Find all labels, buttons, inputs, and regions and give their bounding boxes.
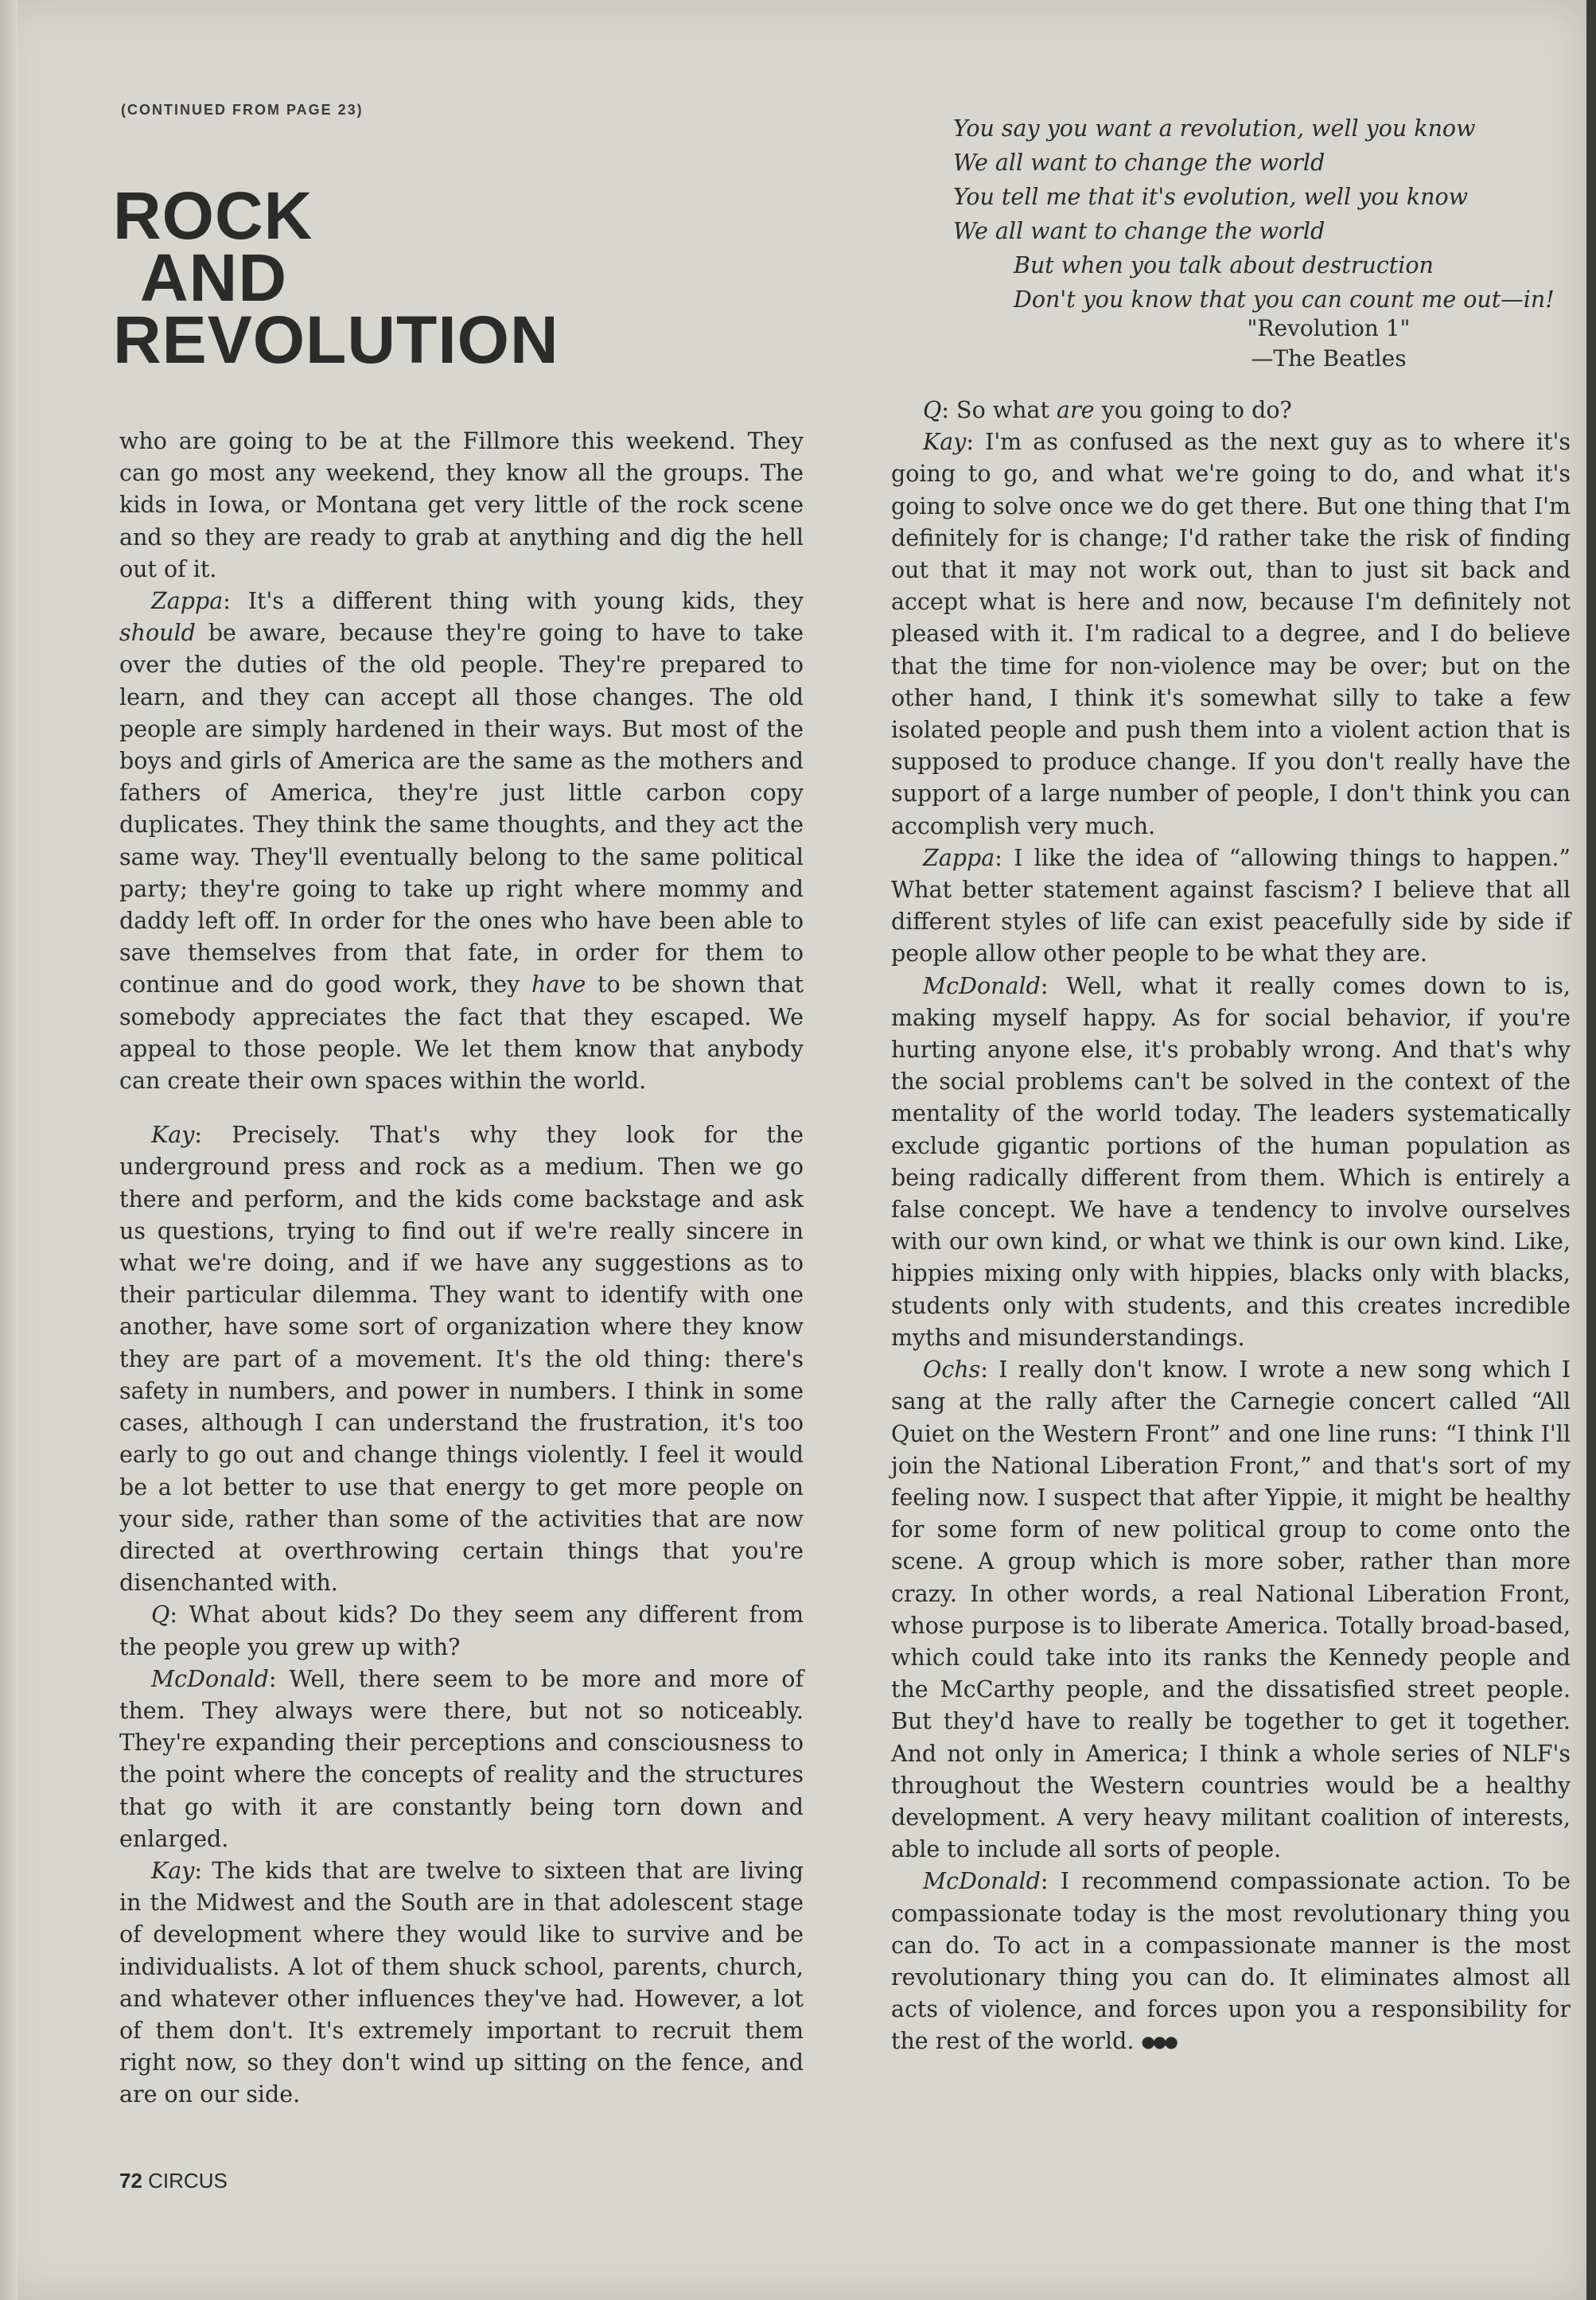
- speaker-name: Zappa: [151, 588, 224, 615]
- article-title: [113, 178, 559, 377]
- magazine-name: CIRCUS: [148, 2169, 228, 2193]
- page-edge: [0, 0, 18, 2300]
- title-line-1: ROCK: [113, 178, 313, 253]
- paragraph: Zappa: I like the idea of “allowing things to happen.” What better statement against fascism? I believe that all different styles of life can exist peacefully side by side if people allow other people to be what they are.: [891, 844, 1571, 967]
- paragraph: McDonald: I recommend compassionate action. To be compassionate today is the most revolutionary thing you can do. To act in a compassionate manner is the most revolutionary thing you can do. It eliminates almost all acts of violence, and forces upon you a responsibility for the rest of the world. ●●●: [891, 1868, 1571, 2055]
- speaker-name: Q: [151, 1601, 170, 1629]
- page-folio: [119, 2169, 228, 2193]
- paragraph: Ochs: I really don't know. I wrote a new song which I sang at the rally after the Carnegie concert called “All Quiet on the Western Front” and one line runs: “I think I'll join the National Liberation Front,” and that's sort of my feeling now. I suspect that after Yippie, it might be healthy for some form of new political group to come onto the scene. A group which is more sober, rather than more crazy. In other words, a real National Liberation Front, whose purpose is to liberate America. Totally broad-based, which could take into its ranks the Kennedy people and the McCarthy people, and the dissatisfied street people. But they'd have to really be together to get it together. And not only in America; I think a whole series of NLF's throughout the Western countries would be a healthy development. A very heavy militant coalition of interests, able to include all sorts of people.: [891, 1356, 1571, 1863]
- speaker-name: Kay: [151, 1122, 195, 1149]
- lyric-line: We all want to change the world: [953, 150, 1325, 176]
- lyric-line: You tell me that it's evolution, well you know: [953, 184, 1469, 210]
- speaker-name: Kay: [923, 429, 967, 456]
- epigraph-lyrics: [953, 111, 1590, 317]
- speaker-name: Q: [923, 397, 942, 423]
- lyric-line: You say you want a revolution, well you know: [953, 115, 1476, 142]
- speaker-name: McDonald: [923, 1868, 1041, 1895]
- speaker-name: McDonald: [923, 972, 1041, 999]
- paragraph: Kay: Precisely. That's why they look for the underground press and rock as a medium. Then we go there and perform, and the kids come backstage and ask us questions, trying to find out if we're really sincere in what we're doing, and if we have any suggestions as to their particular dilemma. They want to identify with one another, have some sort of organization where they know they are part of a movement. It's the old thing: there's safety in numbers, and power in numbers. I think in some cases, although I can understand the frustration, it's too early to go out and change things violently. I feel it would be a lot better to use that energy to get more people on your side, rather than some of the activities that are now directed at overthrowing certain things that you're disenchanted with.: [119, 1122, 804, 1597]
- left-column: [119, 426, 804, 2111]
- title-line-2: AND: [140, 240, 287, 315]
- paragraph: McDonald: Well, what it really comes down to is, making myself happy. As for social behavior, if you're hurting anyone else, it's probably wrong. And that's why the social problems can't be solved in the context of the mentality of the world today. The leaders systematically exclude gigantic portions of the human population as being radically different from them. Which is entirely a false concept. We have a tendency to involve ourselves with our own kind, or what we think is our own kind. Like, hippies mixing only with hippies, blacks only with blacks, students only with students, and this creates incredible myths and misunderstandings.: [891, 972, 1571, 1351]
- artist-credit: —The Beatles: [1251, 345, 1407, 372]
- lyric-line: We all want to change the world: [953, 218, 1325, 244]
- paragraph: Q: What about kids? Do they seem any different from the people you grew up with?: [119, 1601, 804, 1660]
- lyric-line: But when you talk about destruction: [1014, 252, 1434, 278]
- paragraph: who are going to be at the Fillmore this weekend. They can go most any weekend, they know all the groups. The kids in Iowa, or Montana get very little of the rock scene and so they are ready to grab at anything and dig the hell out of it.: [119, 428, 804, 582]
- paragraph: Kay: The kids that are twelve to sixteen that are living in the Midwest and the South are in that adolescent stage of development where they would like to survive and be individualists. A lot of them shuck school, parents, church, and whatever other influences they've had. However, a lot of them don't. It's extremely important to recruit them right now, so they don't wind up sitting on the fence, and are on our side.: [119, 1857, 804, 2108]
- right-column: [891, 395, 1571, 2058]
- lyric-line: Don't you know that you can count me out—in!: [1014, 286, 1555, 313]
- speaker-name: Ochs: [923, 1356, 981, 1384]
- speaker-name: Zappa: [923, 844, 995, 871]
- speaker-name: Kay: [151, 1857, 195, 1884]
- end-mark: ●●●: [1141, 2032, 1176, 2052]
- paragraph: Kay: I'm as confused as the next guy as to where it's going to go, and what we're going to do, and what it's going to solve once we do get there. But one thing that I'm definitely for is change; I'd rather take the risk of finding out that it may not work out, than to just sit back and accept what is here and now, because I'm definitely not pleased with it. I'm radical to a degree, and I do believe that the time for non-violence may be over; but on the other hand, I think it's somewhat silly to take a few isolated people and push them into a violent action that is supposed to produce change. If you don't really have the support of a large number of people, I don't think you can accomplish very much.: [891, 429, 1571, 839]
- page-number: 72: [119, 2169, 142, 2193]
- continued-note: (CONTINUED FROM PAGE 23): [121, 102, 364, 118]
- paragraph: Zappa: It's a different thing with young kids, they should be aware, because they're going to have to take over the duties of the old people. They're prepared to learn, and they can accept all those changes. The old people are simply hardened in their ways. But most of the boys and girls of America are the same as the mothers and fathers of America, they're just little carbon copy duplicates. They think the same thoughts, and they act the same way. They'll eventually belong to the same political party; they're going to take up right where mommy and daddy left off. In order for the ones who have been able to save themselves from that fate, in order for them to continue and do good work, they have to be shown that somebody appreciates the fact that they escaped. We appeal to those people. We let them know that anybody can create their own spaces within the world.: [119, 588, 804, 1095]
- speaker-name: McDonald: [151, 1665, 269, 1692]
- song-credit: "Revolution 1": [1247, 315, 1411, 341]
- paragraph: Q: So what are you going to do?: [923, 397, 1292, 423]
- title-line-3: REVOLUTION: [113, 302, 559, 377]
- paragraph: McDonald: Well, there seem to be more and more of them. They always were there, but not so noticeably. They're expanding their perceptions and consciousness to the point where the concepts of reality and the structures that go with it are constantly being torn down and enlarged.: [119, 1665, 804, 1852]
